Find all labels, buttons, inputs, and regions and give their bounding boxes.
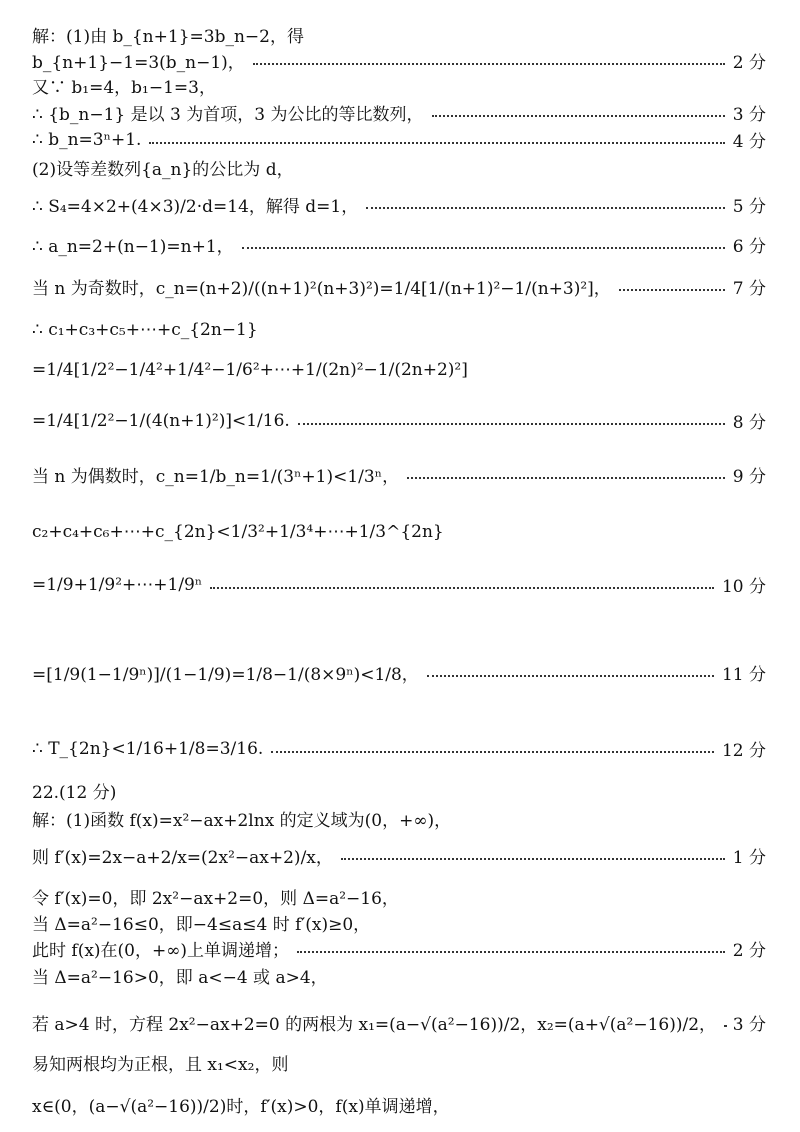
score-label: 7 分: [732, 279, 766, 299]
solution-line-5: [32, 127, 766, 152]
score-label: 5 分: [732, 197, 766, 217]
line-text: 解：(1)由 b_{n+1}=3b_n−2，得: [32, 27, 304, 47]
solution-line-16: [32, 660, 766, 685]
score-label: 12 分: [721, 741, 766, 761]
score-label: 4 分: [732, 132, 766, 152]
solution-line-24: [32, 963, 766, 988]
score-label: 2 分: [732, 53, 766, 73]
line-text: ∴ T_{2n}<1/16+1/8=3/16.: [32, 738, 264, 759]
dot-leader: [366, 207, 725, 209]
line-text: 22.(12 分): [32, 783, 117, 803]
line-text: ∴ S₄=4×2+(4×3)/2·d=14，解得 d=1，: [32, 197, 359, 217]
line-text: 则 f′(x)=2x−a+2/x=(2x²−ax+2)/x，: [32, 848, 333, 868]
solution-line-1: [32, 22, 766, 47]
dot-leader: [242, 247, 725, 249]
solution-line-11: [32, 360, 766, 380]
solution-line-12: [32, 408, 766, 433]
dot-leader: [407, 477, 725, 479]
score-label: 11 分: [721, 665, 766, 685]
line-text: ∴ a_n=2+(n−1)=n+1，: [32, 237, 234, 257]
score-label: 1 分: [732, 848, 766, 868]
score-label: 2 分: [732, 941, 766, 961]
solution-line-10: [32, 320, 766, 340]
line-text: ∴ b_n=3ⁿ+1.: [32, 129, 142, 150]
solution-line-14: [32, 522, 766, 542]
score-label: 8 分: [732, 413, 766, 433]
solution-line-25: [32, 1010, 766, 1035]
dot-leader: [271, 751, 714, 753]
dot-leader: [298, 423, 725, 425]
line-text: ∴ c₁+c₃+c₅+⋯+c_{2n−1}: [32, 320, 258, 340]
dot-leader: [149, 142, 724, 144]
line-text: =1/4[1/2²−1/4²+1/4²−1/6²+⋯+1/(2n)²−1/(2n+2)²]: [32, 360, 468, 380]
solution-line-27: [32, 1092, 766, 1117]
dot-leader: [724, 1025, 725, 1027]
dot-leader: [297, 951, 725, 953]
solution-line-6: [32, 155, 766, 180]
solution-line-23: [32, 936, 766, 961]
solution-line-22: [32, 910, 766, 935]
line-text: 当 Δ=a²−16>0，即 a<−4 或 a>4，: [32, 968, 328, 988]
solution-line-15: [32, 572, 766, 597]
solution-line-20: [32, 843, 766, 868]
solution-line-21: [32, 884, 766, 909]
score-label: 3 分: [732, 105, 766, 125]
line-text: =1/4[1/2²−1/(4(n+1)²)]<1/16.: [32, 410, 290, 431]
line-text: 此时 f(x)在(0，+∞)上单调递增；: [32, 941, 290, 961]
solution-line-19: [32, 806, 766, 831]
dot-leader: [210, 587, 714, 589]
line-text: 令 f′(x)=0，即 2x²−ax+2=0，则 Δ=a²−16，: [32, 889, 399, 909]
solution-line-17: [32, 736, 766, 761]
solution-line-8: [32, 232, 766, 257]
solution-line-7: [32, 192, 766, 217]
score-label: 6 分: [732, 237, 766, 257]
dot-leader: [427, 675, 714, 677]
line-text: ∴ {b_n−1} 是以 3 为首项，3 为公比的等比数列，: [32, 105, 424, 125]
line-text: 又∵ b₁=4，b₁−1=3，: [32, 78, 216, 98]
dot-leader: [619, 289, 725, 291]
line-text: =[1/9(1−1/9ⁿ)]/(1−1/9)=1/8−1/(8×9ⁿ)<1/8，: [32, 665, 419, 685]
score-label: 10 分: [721, 577, 766, 597]
solution-line-13: [32, 462, 766, 487]
solution-line-26: [32, 1050, 766, 1075]
line-text: =1/9+1/9²+⋯+1/9ⁿ: [32, 574, 203, 595]
line-text: 易知两根均为正根，且 x₁<x₂，则: [32, 1055, 289, 1075]
solution-line-3: [32, 73, 766, 98]
line-text: 解：(1)函数 f(x)=x²−ax+2lnx 的定义域为(0，+∞)，: [32, 811, 452, 831]
dot-leader: [341, 858, 725, 860]
dot-leader: [432, 115, 725, 117]
line-text: 当 Δ=a²−16≤0，即−4≤a≤4 时 f′(x)≥0，: [32, 915, 371, 935]
line-text: c₂+c₄+c₆+⋯+c_{2n}<1/3²+1/3⁴+⋯+1/3^{2n}: [32, 522, 444, 542]
solution-line-4: [32, 100, 766, 125]
solution-line-2: [32, 48, 766, 73]
line-text: b_{n+1}−1=3(b_n−1)，: [32, 53, 245, 73]
solution-line-9: [32, 274, 766, 299]
score-label: 3 分: [732, 1015, 766, 1035]
score-label: 9 分: [732, 467, 766, 487]
dot-leader: [253, 63, 725, 65]
line-text: 当 n 为偶数时，c_n=1/b_n=1/(3ⁿ+1)<1/3ⁿ，: [32, 467, 400, 487]
line-text: x∈(0，(a−√(a²−16))/2)时，f′(x)>0，f(x)单调递增，: [32, 1097, 450, 1117]
line-text: (2)设等差数列{a_n}的公比为 d，: [32, 160, 294, 180]
line-text: 当 n 为奇数时，c_n=(n+2)/((n+1)²(n+3)²)=1/4[1/(n+1)²−1/(n+3)²]，: [32, 279, 611, 299]
problem-heading: [32, 778, 766, 803]
line-text: 若 a>4 时，方程 2x²−ax+2=0 的两根为 x₁=(a−√(a²−16))/2，x₂=(a+√(a²−16))/2，: [32, 1015, 717, 1035]
